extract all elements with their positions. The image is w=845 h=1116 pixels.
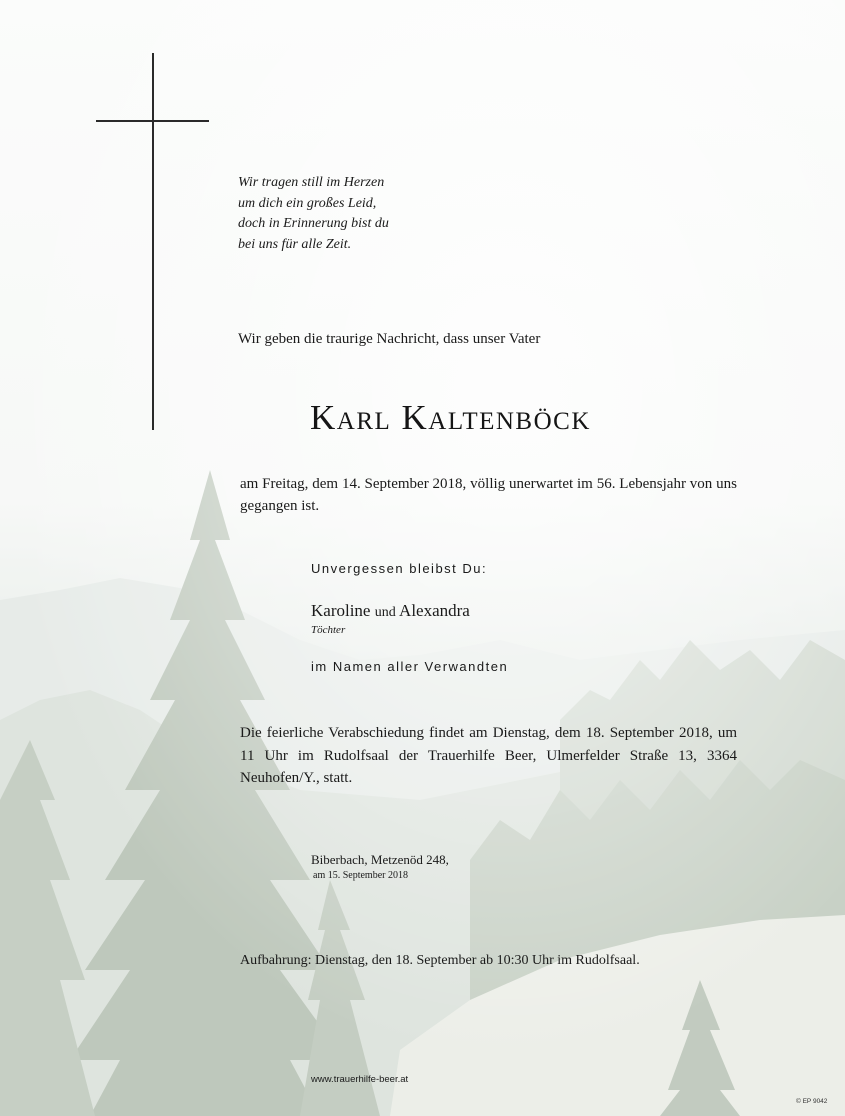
print-code: © EP 9042 — [796, 1098, 828, 1105]
poem-line: doch in Erinnerung bist du — [238, 216, 389, 231]
mourner-name-2: Alexandra — [399, 601, 470, 620]
viewing-notice: Aufbahrung: Dienstag, den 18. September ab 10:30 Uhr im Rudolfsaal. — [240, 953, 640, 968]
mourner-names — [311, 601, 470, 621]
mourners-heading: Unvergessen bleibst Du: — [311, 561, 488, 576]
signoff-date: am 15. September 2018 — [313, 870, 408, 881]
website-link[interactable]: www.trauerhilfe-beer.at — [311, 1074, 409, 1085]
poem-line: um dich ein großes Leid, — [238, 195, 377, 211]
cross-vertical-bar — [152, 53, 154, 430]
poem-line: Wir tragen still im Herzen — [238, 175, 385, 190]
announcement-intro: Wir geben die traurige Nachricht, dass unser Vater — [238, 331, 541, 347]
cross-horizontal-bar — [96, 120, 209, 122]
mourner-name-1: Karoline — [311, 601, 371, 620]
death-notice: am Freitag, dem 14. September 2018, völlig unerwartet im 56. Lebensjahr von uns gegangen ist. — [240, 476, 737, 514]
mourner-conjunction: und — [374, 605, 396, 620]
ceremony-notice: Die feierliche Verabschiedung findet am Dienstag, dem 18. September 2018, um 11 Uhr im Rudolfsaal der Trauerhilfe Beer, Ulmerfelder Straße 13, 3364 Neuhofen/Y., statt. — [240, 725, 737, 786]
deceased-name: Karl Kaltenböck — [310, 398, 591, 437]
memorial-poem — [238, 173, 389, 255]
mourner-relation: Töchter — [311, 624, 346, 636]
poem-line: bei uns für alle Zeit. — [238, 236, 352, 252]
on-behalf-line: im Namen aller Verwandten — [311, 659, 509, 674]
signoff-place: Biberbach, Metzenöd 248, — [311, 852, 449, 867]
